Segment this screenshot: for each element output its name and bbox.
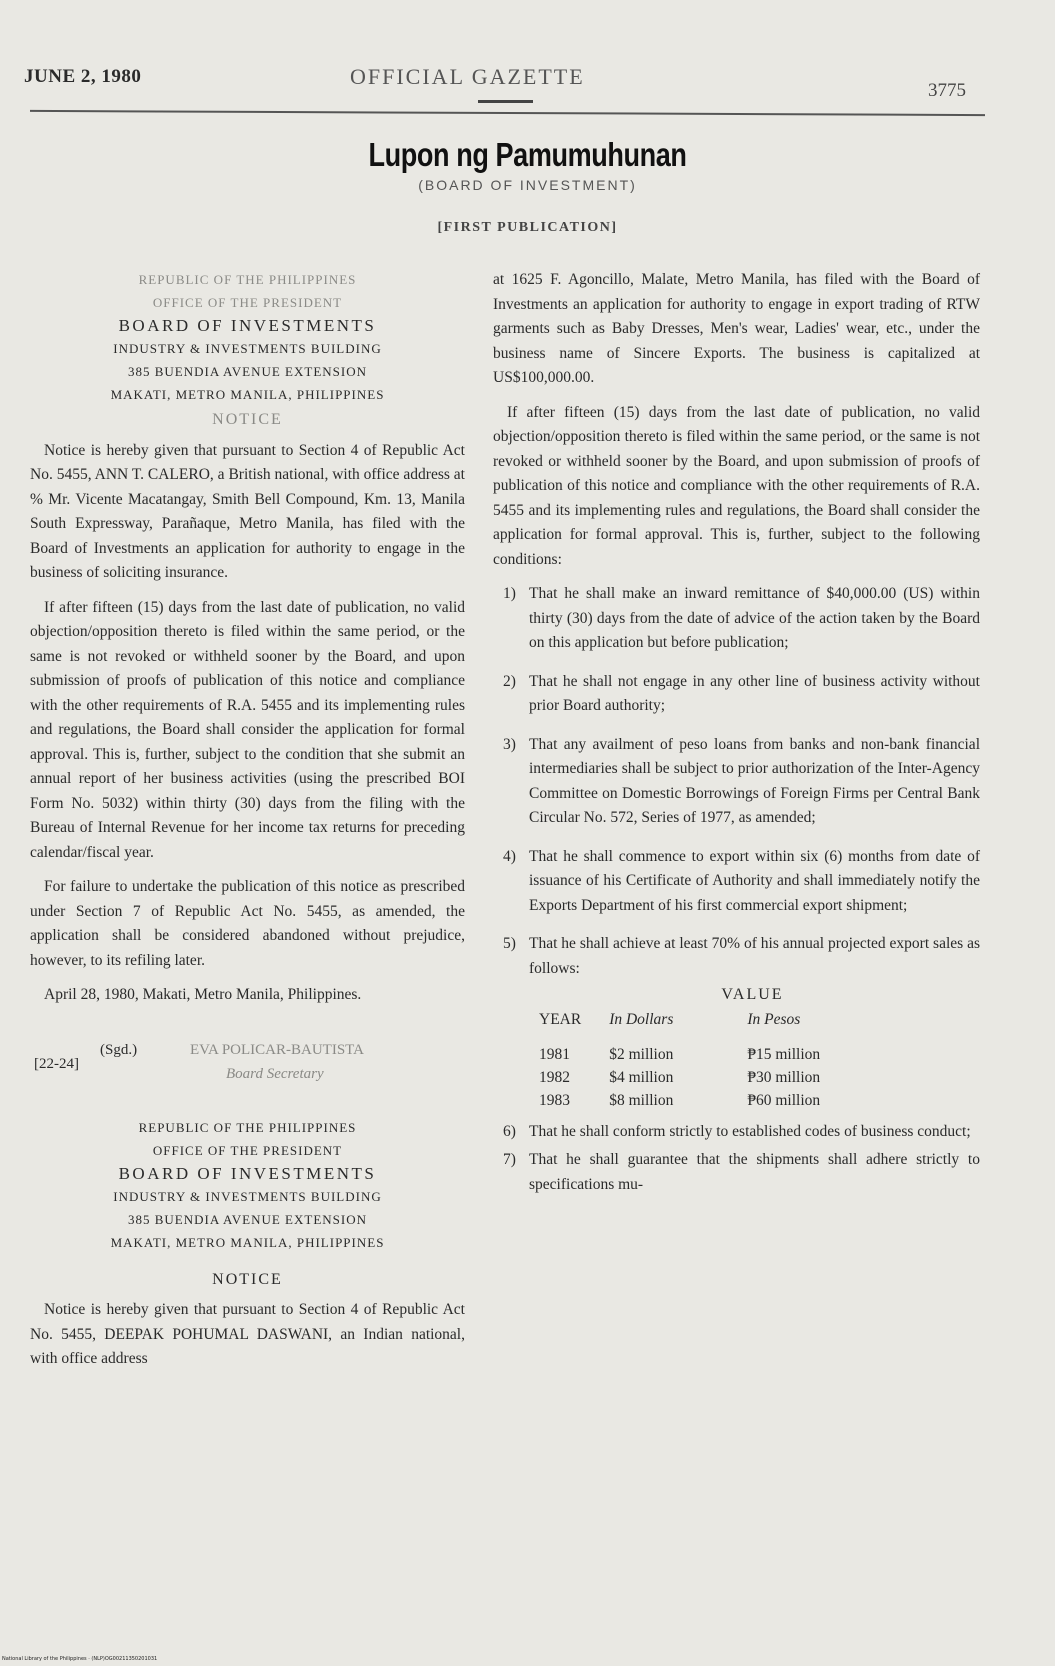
issue-date: JUNE 2, 1980 <box>24 66 142 87</box>
address-line: INDUSTRY & INVESTMENTS BUILDING <box>113 1188 382 1204</box>
table-cell: 1982 <box>539 1068 570 1086</box>
table-row <box>525 1066 834 1089</box>
condition-item <box>493 932 980 981</box>
issue-reference: [22-24] <box>34 1055 79 1072</box>
left-column <box>30 268 465 1382</box>
address-line: REPUBLIC OF THE PHILIPPINES <box>138 272 357 287</box>
signer-title: Board Secretary <box>226 1065 324 1082</box>
table-header-row <box>525 1008 834 1031</box>
notice1-paragraph: For failure to undertake the publication of this notice as prescribed under Section 7 of Republic Act No. 5455, as amended, the application shall be considered abandoned without prejudice, however, to its refiling later. <box>30 878 465 969</box>
condition-item <box>493 670 980 719</box>
address-line: 385 BUENDIA AVENUE EXTENSION <box>127 364 367 379</box>
condition-text: That he shall achieve at least 70% of his annual projected export sales as follows: <box>529 935 980 977</box>
address-line: OFFICE OF THE PRESIDENT <box>152 1142 343 1158</box>
condition-item <box>493 582 980 656</box>
table-row <box>525 1043 834 1066</box>
table-cell: ₱60 million <box>747 1091 821 1109</box>
section-subtitle: (BOARD OF INVESTMENT) <box>418 177 637 193</box>
right-column <box>493 268 980 1211</box>
condition-item <box>493 845 980 919</box>
conditions-list-continued <box>493 1120 980 1198</box>
condition-number: 4) <box>503 847 516 865</box>
section-title: Lupon ng Pamumuhunan <box>368 136 687 173</box>
value-table-title: VALUE <box>721 986 784 1003</box>
address-line: BOARD OF INVESTMENTS <box>118 1163 377 1183</box>
address-line: INDUSTRY & INVESTMENTS BUILDING <box>113 341 382 356</box>
condition-item <box>493 1120 980 1145</box>
notice1-heading: NOTICE <box>212 411 283 428</box>
header-ornament <box>478 100 533 103</box>
table-header: In Pesos <box>747 1010 801 1028</box>
condition-number: 3) <box>503 735 516 753</box>
table-cell: $4 million <box>609 1068 674 1086</box>
page-number: 3775 <box>928 80 966 101</box>
condition-item <box>493 1148 980 1197</box>
table-cell: ₱30 million <box>747 1068 821 1086</box>
condition-number: 6) <box>503 1122 516 1140</box>
condition-text: That he shall make an inward remittance of $40,000.00 (US) within thirty (30) days from the date of advice of the action taken by the Board on this application but before publication; <box>529 585 980 651</box>
table-cell: $2 million <box>609 1045 674 1063</box>
condition-text: That he shall guarantee that the shipments shall adhere strictly to specifications mu- <box>529 1151 980 1193</box>
table-row <box>525 1089 834 1112</box>
table-cell: ₱15 million <box>747 1045 821 1063</box>
condition-text: That any availment of peso loans from banks and non-bank financial intermediaries shall be subject to prior authorization of the Inter-Agency Committee on Domestic Borrowings of Foreign Firms per Central Bank Circular No. 572, Series of 1977, as amended; <box>529 735 980 826</box>
value-table <box>525 1008 834 1112</box>
notice1-address <box>30 268 465 406</box>
archive-footer: National Library of the Philippines · (NLP)OG00211350201031 <box>2 1656 158 1662</box>
table-header: YEAR <box>539 1010 582 1028</box>
notice2-heading: NOTICE <box>212 1270 283 1288</box>
address-line: REPUBLIC OF THE PHILIPPINES <box>138 1119 357 1135</box>
signer-name: EVA POLICAR-BAUTISTA <box>190 1041 364 1058</box>
address-line: BOARD OF INVESTMENTS <box>118 316 377 335</box>
notice1-paragraph: If after fifteen (15) days from the last date of publication, no valid objection/opposition thereto is filed within the same period, or the same is not revoked or withheld sooner by the Board, and upon submission of proofs of publication of this notice and compliance with the other requirements of R.A. 5455 and its implementing rules and regulations, the Board shall consider the application for formal approval. This is, further, subject to the condition that she submit an annual report of her business activities (using the prescribed BOI Form No. 5032) within thirty (30) days from the filing with the Bureau of Internal Revenue for her income tax returns for preceding calendar/fiscal year. <box>30 598 465 861</box>
notice1-paragraph: April 28, 1980, Makati, Metro Manila, Philippines. <box>44 986 362 1003</box>
condition-text: That he shall conform strictly to established codes of business conduct; <box>529 1122 971 1140</box>
address-line: MAKATI, METRO MANILA, PHILIPPINES <box>110 387 385 402</box>
condition-number: 7) <box>503 1151 516 1168</box>
table-cell: 1981 <box>539 1045 570 1063</box>
condition-number: 5) <box>503 935 516 952</box>
publication-title: OFFICIAL GAZETTE <box>350 64 585 89</box>
notice2-paragraph: If after fifteen (15) days from the last date of publication, no valid objection/opposition thereto is filed within the same period, or the same is not revoked or withheld sooner by the Board, and upon submission of proofs of publication of this notice and compliance with the other requirements of R.A. 5455 and its implementing rules and regulations, the Board shall consider the application for formal approval. This is, further, subject to the following conditions: <box>493 403 980 568</box>
condition-text: That he shall commence to export within six (6) months from date of issuance of his Certificate of Authority and shall immediately notify the Exports Department of his first commercial export shipment; <box>529 847 980 914</box>
publication-label: [FIRST PUBLICATION] <box>437 220 618 235</box>
signed-mark: (Sgd.) <box>100 1041 138 1058</box>
address-line: MAKATI, METRO MANILA, PHILIPPINES <box>110 1234 385 1250</box>
condition-number: 2) <box>503 672 516 690</box>
table-cell: 1983 <box>539 1091 570 1109</box>
address-line: OFFICE OF THE PRESIDENT <box>152 295 343 310</box>
table-cell: $8 million <box>609 1091 674 1109</box>
condition-text: That he shall not engage in any other line of business activity without prior Board authority; <box>529 672 980 714</box>
condition-number: 1) <box>503 585 516 602</box>
condition-item <box>493 733 980 831</box>
notice1-paragraph: Notice is hereby given that pursuant to Section 4 of Republic Act No. 5455, ANN T. CALERO, a British national, with office address at % Mr. Vicente Macatangay, Smith Bell Compound, Km. 13, Manila South Expressway, Parañaque, Metro Manila, has filed with the Board of Investments an application for authority to engage in the business of soliciting insurance. <box>30 441 465 581</box>
conditions-list <box>493 582 980 981</box>
signature-block <box>30 1024 465 1086</box>
address-line: 385 BUENDIA AVENUE EXTENSION <box>127 1211 367 1227</box>
notice2-continuation: at 1625 F. Agoncillo, Malate, Metro Manila, has filed with the Board of Investments an application for authority to engage in export trading of RTW garments such as Baby Dresses, Men's wear, Ladies' wear, etc., under the business name of Sincere Exports. The business is capitalized at US$100,000.00. <box>493 271 980 386</box>
header-rule <box>30 110 985 116</box>
table-header: In Dollars <box>609 1010 674 1028</box>
notice2-address <box>30 1116 465 1254</box>
notice2-paragraph: Notice is hereby given that pursuant to Section 4 of Republic Act No. 5455, DEEPAK POHUMAL DASWANI, an Indian national, with office address <box>30 1301 465 1367</box>
